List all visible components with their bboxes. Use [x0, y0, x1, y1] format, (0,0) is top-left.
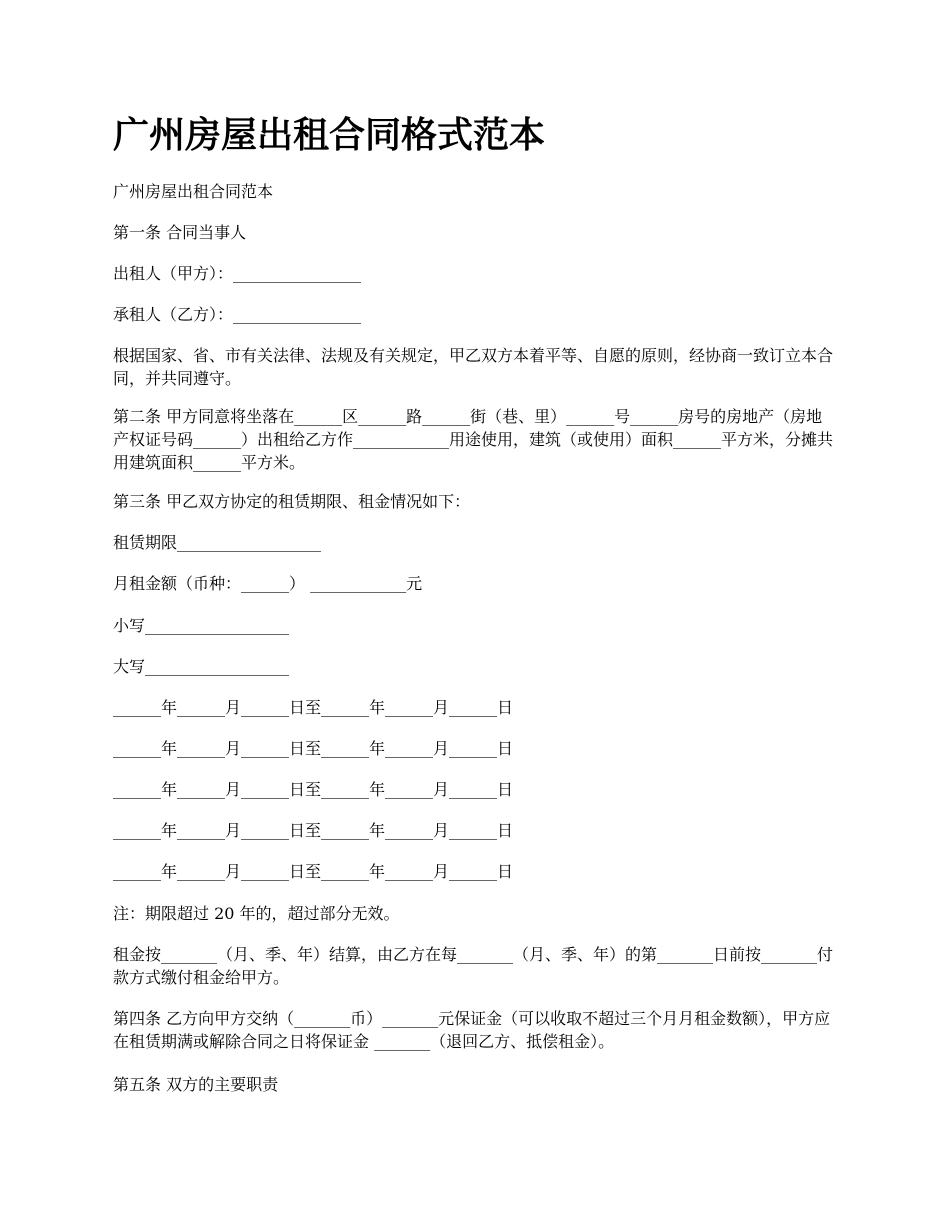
amount-lowercase-line: 小写__________________: [113, 616, 290, 635]
lease-term-line: 租赁期限__________________: [113, 533, 322, 552]
lessee-line: 承租人（乙方）：________________: [113, 305, 362, 324]
subtitle: 广州房屋出租合同范本: [113, 182, 274, 201]
document-title: 广州房屋出租合同格式范本: [113, 115, 546, 156]
date-range-line: ______年______月______日至______年______月______日: [113, 739, 514, 758]
date-range-line: ______年______月______日至______年______月______日: [113, 780, 514, 799]
term-note: 注：期限超过 20 年的，超过部分无效。: [113, 904, 400, 923]
date-range-line: ______年______月______日至______年______月______日: [113, 698, 514, 717]
preamble-paragraph: 根据国家、省、市有关法律、法规及有关规定，甲乙双方本着平等、自愿的原则，经协商一致订立本合同，并共同遵守。: [113, 346, 834, 388]
article-1-heading: 第一条 合同当事人: [113, 223, 247, 242]
article-4-paragraph: 第四条 乙方向甲方交纳（_______币）_______元保证金（可以收取不超过三个月月租金数额），甲方应在租赁期满或解除合同之日将保证金 _______（退回乙方、抵偿租金）。: [113, 1009, 831, 1051]
article-2-paragraph: 第二条 甲方同意将坐落在______区______路______街（巷、里）______号______房号的房地产（房地产权证号码______）出租给乙方作____________用途使用，建筑（或使用）面积______平方米，分摊共用建筑面积______平方米。: [113, 407, 834, 472]
lessor-line: 出租人（甲方）：________________: [113, 264, 362, 283]
article-5-heading: 第五条 双方的主要职责: [113, 1075, 279, 1094]
rent-payment-paragraph: 租金按_______（月、季、年）结算，由乙方在每_______（月、季、年）的第_______日前按_______付款方式缴付租金给甲方。: [113, 945, 834, 987]
amount-uppercase-line: 大写__________________: [113, 657, 290, 676]
date-range-line: ______年______月______日至______年______月______日: [113, 862, 514, 881]
date-range-line: ______年______月______日至______年______月______日: [113, 821, 514, 840]
monthly-rent-line: 月租金额（币种：______） ____________元: [113, 574, 423, 593]
article-3-heading: 第三条 甲乙双方协定的租赁期限、租金情况如下：: [113, 492, 471, 511]
